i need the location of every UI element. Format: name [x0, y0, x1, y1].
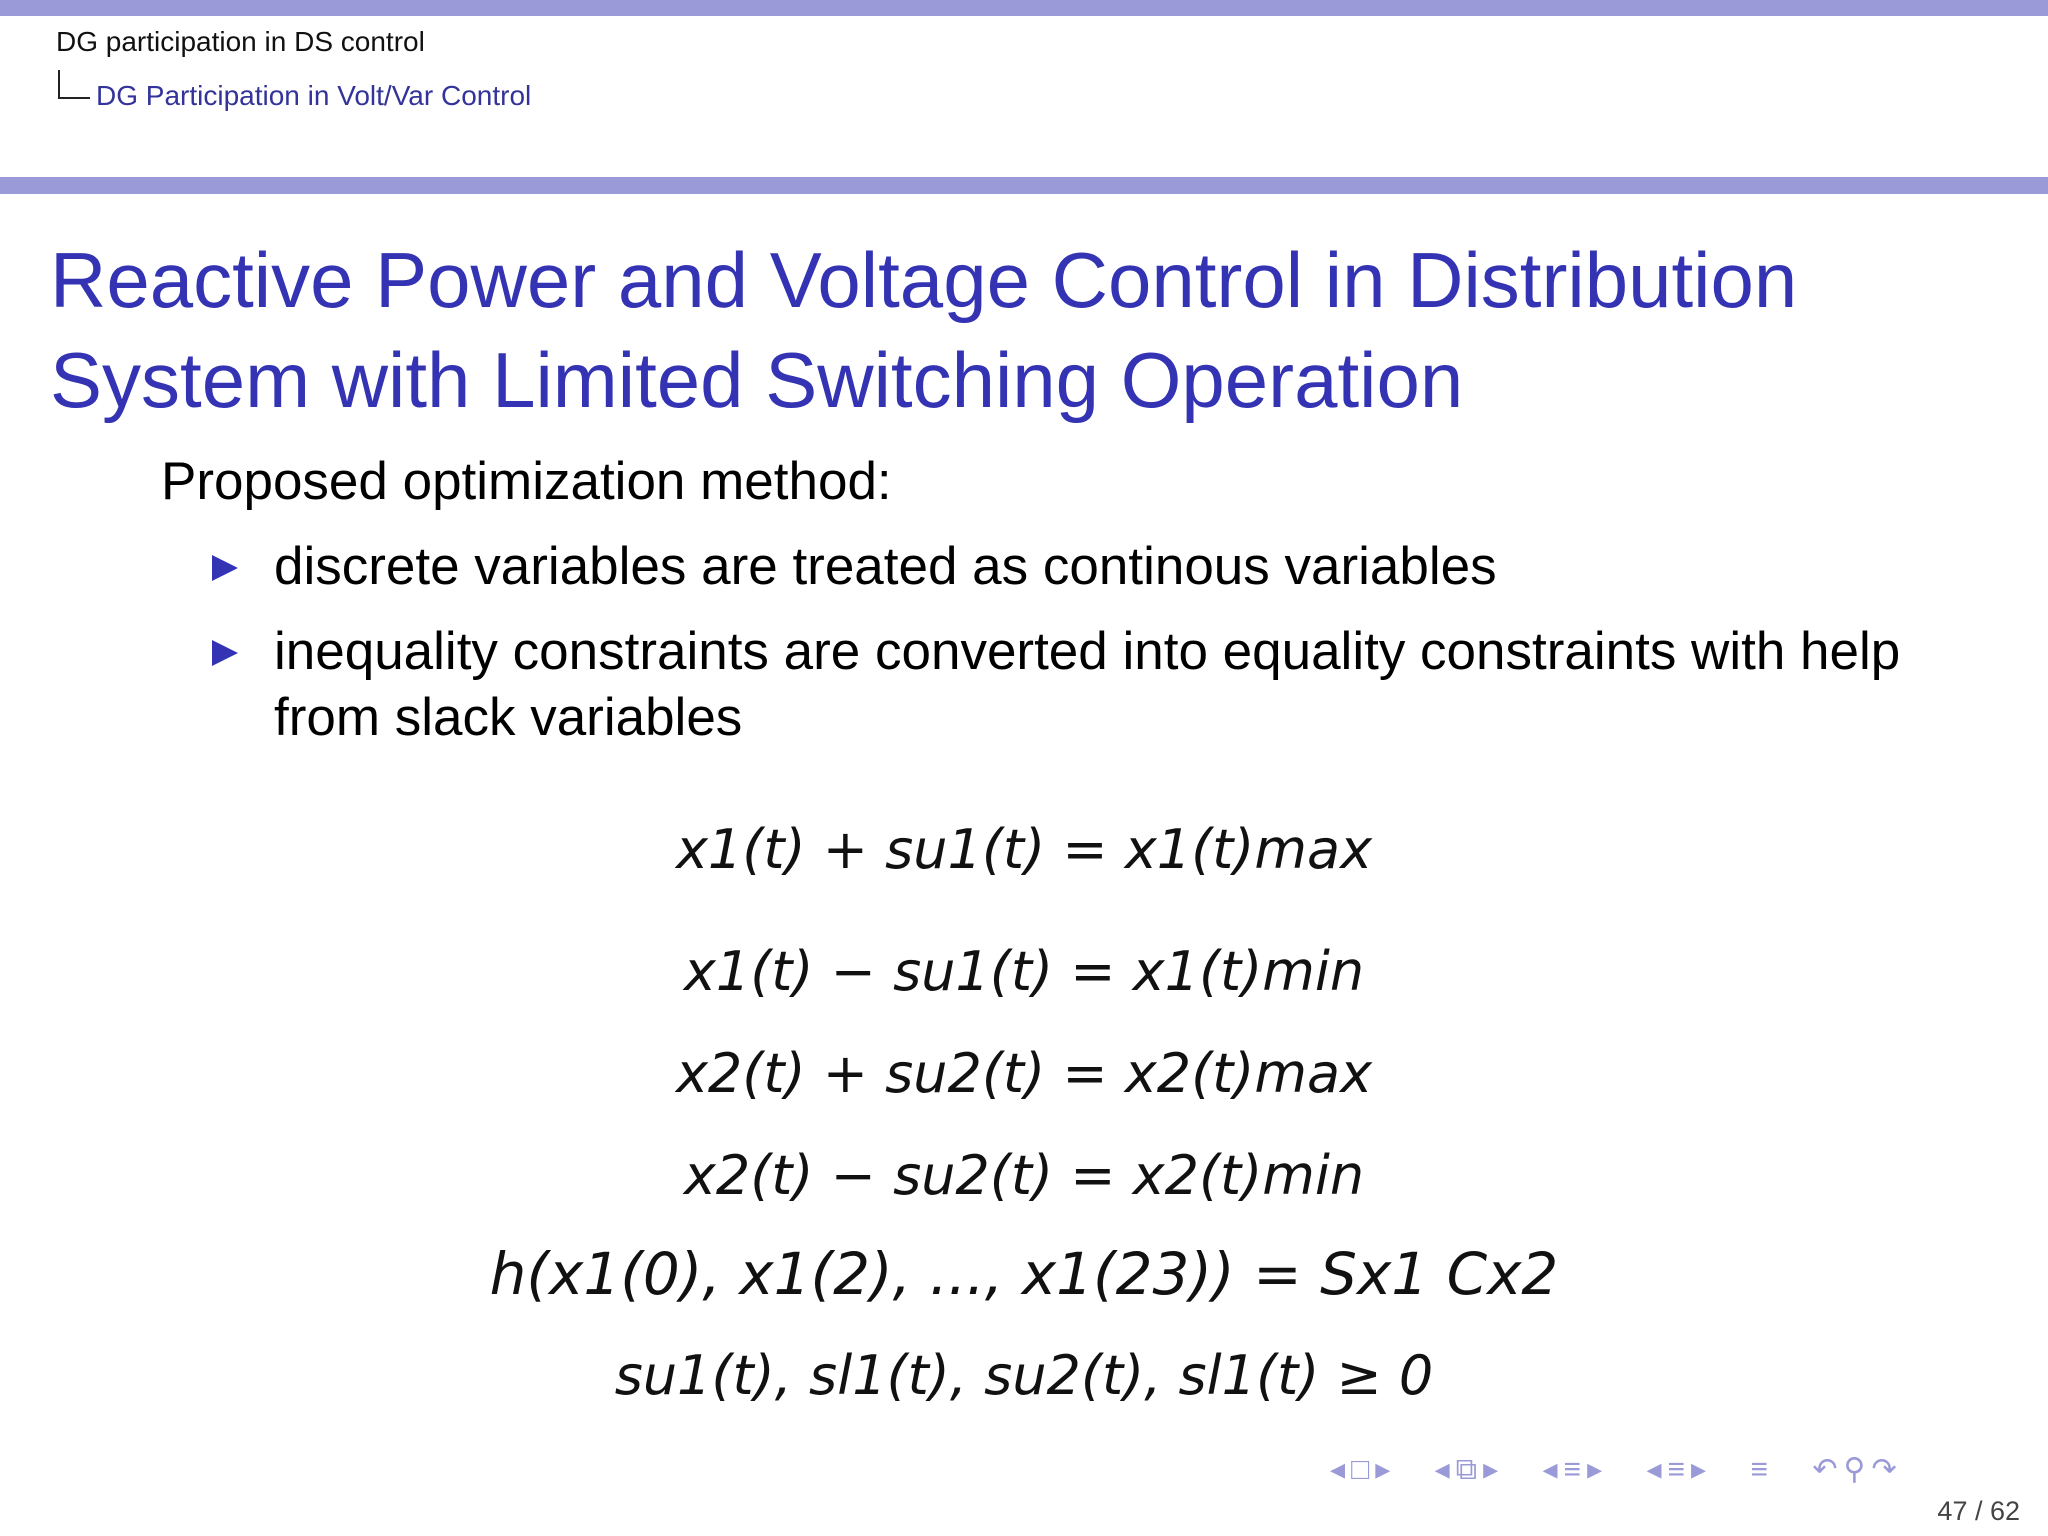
- equation: [0, 1144, 2048, 1207]
- intro-text: Proposed optimization method:: [161, 452, 892, 511]
- forward-icon[interactable]: ↷: [1871, 1453, 1903, 1486]
- header-rule: [0, 177, 2048, 194]
- equation-text: h(x1(0), x1(2), ..., x1(23)) = Sx1 Cx2: [489, 1240, 1559, 1308]
- back-icon[interactable]: ↶: [1812, 1453, 1844, 1486]
- doc-prev-icon[interactable]: ◂: [1646, 1453, 1668, 1486]
- subsection-label: DG Participation in Volt/Var Control: [96, 80, 532, 111]
- align-nav: [1750, 1453, 1774, 1487]
- section-next-icon[interactable]: ▸: [1587, 1453, 1609, 1486]
- section-prev-icon[interactable]: ◂: [1542, 1453, 1564, 1486]
- bullet-triangle-icon: [212, 640, 238, 666]
- equation-text: x2(t) − su2(t) = x2(t)min: [683, 1144, 1365, 1207]
- bullet-item: [212, 619, 1912, 751]
- bullet-item: [212, 534, 1912, 600]
- frame-icon[interactable]: □: [1351, 1453, 1376, 1486]
- equation: [0, 818, 2048, 881]
- equation: [0, 940, 2048, 1003]
- doc-nav: [1646, 1452, 1712, 1487]
- equation-text: su1(t), sl1(t), su2(t), sl1(t) ≥ 0: [614, 1344, 1434, 1407]
- frame-nav: [1330, 1452, 1396, 1487]
- equation: [0, 1240, 2048, 1308]
- subsection-next-icon[interactable]: ▸: [1483, 1453, 1505, 1486]
- beamer-navigation: [1330, 1452, 2030, 1492]
- equation: [0, 1042, 2048, 1105]
- top-rule: [0, 0, 2048, 16]
- section-nav: [1542, 1452, 1608, 1487]
- search-nav: [1812, 1452, 1902, 1487]
- section-label: DG participation in DS control: [56, 26, 425, 57]
- section-icon[interactable]: ≡: [1563, 1453, 1588, 1486]
- frame-prev-icon[interactable]: ◂: [1330, 1453, 1352, 1486]
- equation: [0, 1344, 2048, 1407]
- bullet-text: discrete variables are treated as continous variables: [274, 537, 1497, 596]
- bullet-triangle-icon: [212, 555, 238, 581]
- subsection-icon[interactable]: ⧉: [1455, 1453, 1484, 1486]
- subsection-nav: [1435, 1452, 1505, 1487]
- slide-title: Reactive Power and Voltage Control in Distribution System with Limited Switching Operation: [50, 236, 1798, 424]
- equation-text: x2(t) + su2(t) = x2(t)max: [675, 1042, 1373, 1105]
- align-icon[interactable]: ≡: [1750, 1453, 1774, 1486]
- doc-next-icon[interactable]: ▸: [1691, 1453, 1713, 1486]
- equation-text: x1(t) − su1(t) = x1(t)min: [683, 940, 1365, 1003]
- search-icon[interactable]: ⚲: [1843, 1453, 1872, 1486]
- equation-text: x1(t) + su1(t) = x1(t)max: [675, 818, 1373, 881]
- page-number: 47 / 62: [1937, 1496, 2020, 1526]
- subsection-connector: [58, 70, 90, 99]
- bullet-text: inequality constraints are converted into equality constraints with help from slack variables: [274, 622, 1901, 747]
- frame-next-icon[interactable]: ▸: [1375, 1453, 1397, 1486]
- doc-icon[interactable]: ≡: [1667, 1453, 1692, 1486]
- subsection-prev-icon[interactable]: ◂: [1434, 1453, 1456, 1486]
